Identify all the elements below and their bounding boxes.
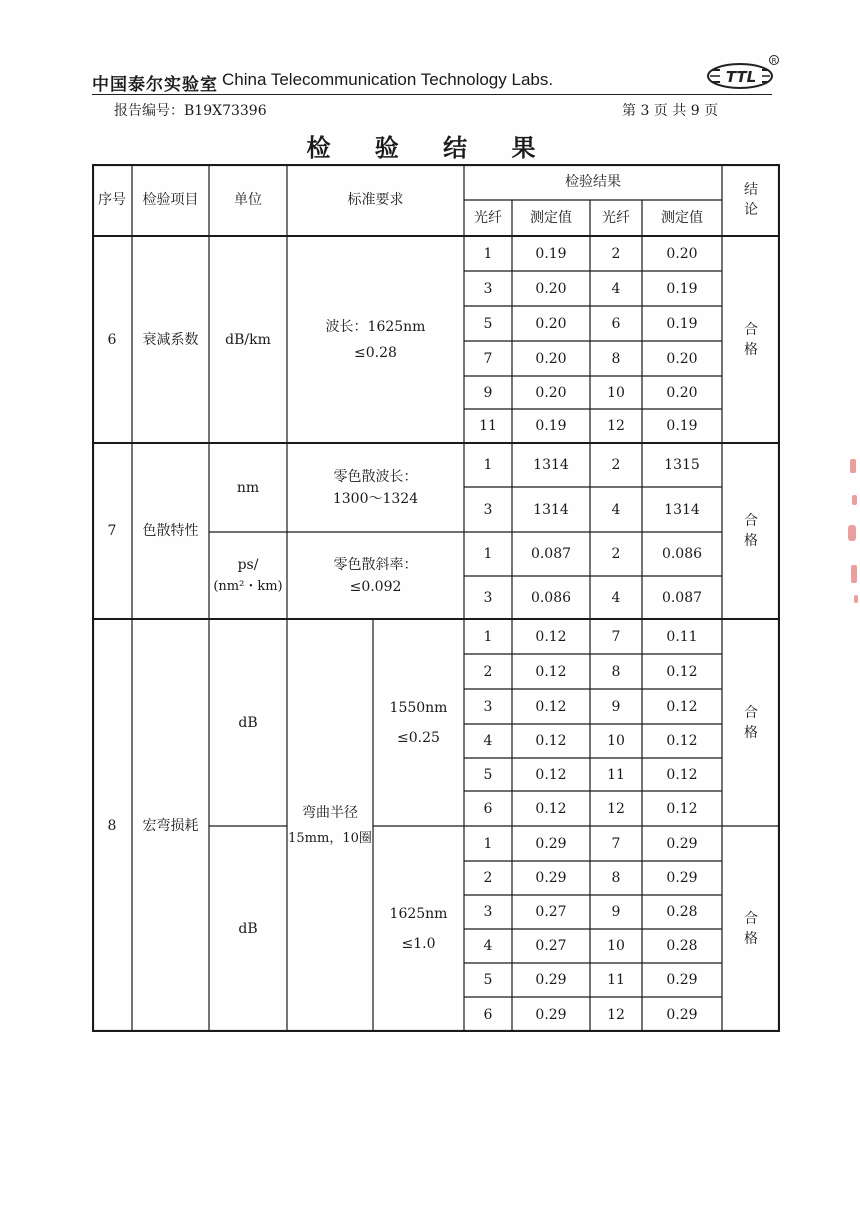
cell-value-b: 1314 <box>664 501 700 518</box>
cell-fiber-a: 3 <box>483 589 493 606</box>
cell-value-a: 0.19 <box>535 245 567 262</box>
section-6-req-line2: ≤0.28 <box>354 344 397 361</box>
cell-value-b: 1315 <box>664 457 700 473</box>
cell-fiber-b: 11 <box>607 972 625 988</box>
cell-value-b: 0.087 <box>661 589 703 606</box>
cell-fiber-b: 2 <box>611 457 621 473</box>
cell-fiber-b: 10 <box>607 938 625 954</box>
section-7a-req-line2: 1300～1324 <box>332 490 419 507</box>
cell-value-a: 0.27 <box>535 938 567 954</box>
cell-value-a: 0.27 <box>535 904 567 920</box>
cell-value-a: 0.086 <box>530 589 572 606</box>
cell-fiber-b: 6 <box>611 315 621 332</box>
section-6-conclusion: 合 格 <box>744 321 772 358</box>
cell-value-a: 0.12 <box>535 628 567 645</box>
header-fiber-1: 光纤 <box>474 210 502 226</box>
logo-text: TTL <box>725 68 757 86</box>
cell-fiber-b: 2 <box>611 546 621 562</box>
section-8a-requirement <box>373 619 464 826</box>
cell-fiber-b: 12 <box>607 800 625 817</box>
cell-value-b: 0.11 <box>666 628 698 645</box>
cell-value-b: 0.28 <box>666 938 698 954</box>
cell-fiber-a: 1 <box>483 457 493 473</box>
section-7a-requirement <box>287 443 464 532</box>
cell-value-a: 0.20 <box>535 280 567 297</box>
cell-fiber-b: 9 <box>611 904 621 920</box>
cell-value-b: 0.12 <box>666 733 698 749</box>
cell-fiber-a: 1 <box>483 835 493 852</box>
stamp-fragment <box>842 455 860 615</box>
cell-value-b: 0.12 <box>666 766 698 783</box>
cell-fiber-a: 3 <box>483 501 493 518</box>
header-value-2: 测定值 <box>661 210 703 226</box>
cell-value-a: 1314 <box>533 457 569 473</box>
svg-text:R: R <box>771 57 777 65</box>
cell-value-a: 0.19 <box>535 418 567 434</box>
cell-value-b: 0.20 <box>666 384 698 401</box>
cell-fiber-b: 2 <box>611 245 621 262</box>
section-6-req-line1: 波长：1625nm <box>325 318 426 335</box>
cell-fiber-a: 6 <box>483 800 493 817</box>
cell-fiber-a: 5 <box>483 972 493 988</box>
cell-fiber-a: 7 <box>483 350 493 367</box>
cell-value-b: 0.29 <box>666 972 698 988</box>
cell-fiber-b: 9 <box>611 698 621 715</box>
cell-fiber-a: 2 <box>483 663 493 680</box>
header-requirement: 标准要求 <box>347 192 404 208</box>
cell-value-a: 0.29 <box>535 1006 567 1023</box>
section-8a-req-line1: 1550nm <box>389 699 448 716</box>
cell-value-a: 0.29 <box>535 835 567 852</box>
section-7-seq: 7 <box>107 523 117 539</box>
header-fiber-2: 光纤 <box>602 210 630 226</box>
section-7b-unit-line1: ps/ <box>237 556 259 573</box>
header-seq: 序号 <box>98 192 126 208</box>
cell-value-a: 0.29 <box>535 972 567 988</box>
cell-fiber-b: 4 <box>611 589 621 606</box>
cell-value-b: 0.19 <box>666 315 698 332</box>
cell-fiber-b: 11 <box>607 766 625 783</box>
section-8a-unit: dB <box>238 714 258 731</box>
lab-name-en: China Telecommunication Technology Labs. <box>222 70 554 89</box>
section-8b-requirement <box>373 826 464 1032</box>
section-8b-req-line1: 1625nm <box>389 906 448 922</box>
ttl-logo <box>706 54 780 94</box>
cell-value-a: 0.12 <box>535 766 567 783</box>
cell-fiber-b: 12 <box>607 1006 625 1023</box>
cell-fiber-b: 4 <box>611 280 621 297</box>
cell-fiber-a: 1 <box>483 245 493 262</box>
cell-fiber-a: 5 <box>483 315 493 332</box>
cell-fiber-b: 10 <box>607 733 625 749</box>
cell-fiber-a: 11 <box>479 418 497 434</box>
cell-fiber-b: 10 <box>607 384 625 401</box>
cell-fiber-b: 8 <box>611 350 621 367</box>
cell-fiber-b: 8 <box>611 870 621 886</box>
cell-value-b: 0.19 <box>666 418 698 434</box>
cell-value-a: 0.29 <box>535 870 567 886</box>
section-8-item: 宏弯损耗 <box>142 817 199 834</box>
section-7a-req-line1: 零色散波长： <box>333 468 418 485</box>
cell-value-a: 0.20 <box>535 384 567 401</box>
cell-value-a: 0.087 <box>530 546 572 562</box>
cell-fiber-b: 8 <box>611 663 621 680</box>
cell-fiber-a: 2 <box>483 870 493 886</box>
cell-value-b: 0.29 <box>666 1006 698 1023</box>
report-number: 报告编号：B19X73396 <box>114 103 267 119</box>
cell-value-a: 0.20 <box>535 350 567 367</box>
cell-fiber-a: 3 <box>483 280 493 297</box>
cell-value-b: 0.29 <box>666 835 698 852</box>
cell-value-a: 0.12 <box>535 800 567 817</box>
page-number: 第 3 页 共 9 页 <box>622 103 719 119</box>
cell-value-b: 0.19 <box>666 280 698 297</box>
results-table <box>92 164 780 1032</box>
section-7-conclusion: 合 格 <box>744 513 772 549</box>
cell-fiber-b: 7 <box>611 835 621 852</box>
cell-fiber-a: 6 <box>483 1006 493 1023</box>
cell-value-a: 0.12 <box>535 698 567 715</box>
header-results: 检验结果 <box>565 174 621 190</box>
cell-value-b: 0.20 <box>666 245 698 262</box>
lab-name-cn: 中国泰尔实验室 <box>92 75 218 95</box>
cell-fiber-a: 4 <box>483 733 493 749</box>
section-7b-req-line1: 零色散斜率： <box>333 556 418 573</box>
section-8b-conclusion: 合 格 <box>744 911 772 947</box>
cell-value-b: 0.20 <box>666 350 698 367</box>
section-8b-unit: dB <box>238 921 258 937</box>
cell-fiber-b: 12 <box>607 418 625 434</box>
cell-value-b: 0.28 <box>666 904 698 920</box>
cell-fiber-a: 4 <box>483 938 493 954</box>
section-8a-conclusion: 合 格 <box>744 704 772 741</box>
cell-value-b: 0.12 <box>666 800 698 817</box>
cell-fiber-a: 9 <box>483 384 493 401</box>
header-conclusion: 结 论 <box>744 182 772 218</box>
section-7b-requirement <box>287 532 464 619</box>
section-7b-req-line2: ≤0.092 <box>349 578 402 595</box>
cell-value-b: 0.086 <box>661 546 703 562</box>
section-6-unit: dB/km <box>225 331 271 348</box>
cell-fiber-a: 3 <box>483 904 493 920</box>
cell-value-a: 0.20 <box>535 315 567 332</box>
section-8-req-main-line2: 15mm，10圈 <box>288 830 372 846</box>
cell-value-a: 0.12 <box>535 663 567 680</box>
section-8-seq: 8 <box>107 817 117 834</box>
section-6-item: 衰减系数 <box>142 331 199 348</box>
cell-fiber-a: 1 <box>483 628 493 645</box>
header-value-1: 测定值 <box>530 210 572 226</box>
section-7-item: 色散特性 <box>142 523 199 539</box>
cell-fiber-b: 4 <box>611 501 621 518</box>
section-8-requirement-main <box>287 619 373 1032</box>
header-item: 检验项目 <box>142 192 199 208</box>
section-6-seq: 6 <box>107 331 117 348</box>
cell-value-a: 1314 <box>533 501 569 518</box>
section-6-requirement <box>287 236 464 443</box>
section-8a-req-line2: ≤0.25 <box>397 729 440 746</box>
cell-value-b: 0.29 <box>666 870 698 886</box>
cell-value-b: 0.12 <box>666 663 698 680</box>
cell-fiber-a: 1 <box>483 546 493 562</box>
section-7b-unit <box>209 532 287 619</box>
page-title: 检 验 结 果 <box>306 134 554 162</box>
cell-fiber-b: 7 <box>611 628 621 645</box>
section-8b-req-line2: ≤1.0 <box>401 936 436 952</box>
header-rule <box>92 94 772 95</box>
section-7b-unit-line2: (nm²・km) <box>213 578 283 594</box>
section-7a-unit: nm <box>236 479 260 496</box>
cell-fiber-a: 3 <box>483 698 493 715</box>
section-8-req-main-line1: 弯曲半径 <box>302 804 358 821</box>
header-unit: 单位 <box>234 192 262 208</box>
cell-value-a: 0.12 <box>535 733 567 749</box>
cell-value-b: 0.12 <box>666 698 698 715</box>
cell-fiber-a: 5 <box>483 766 493 783</box>
